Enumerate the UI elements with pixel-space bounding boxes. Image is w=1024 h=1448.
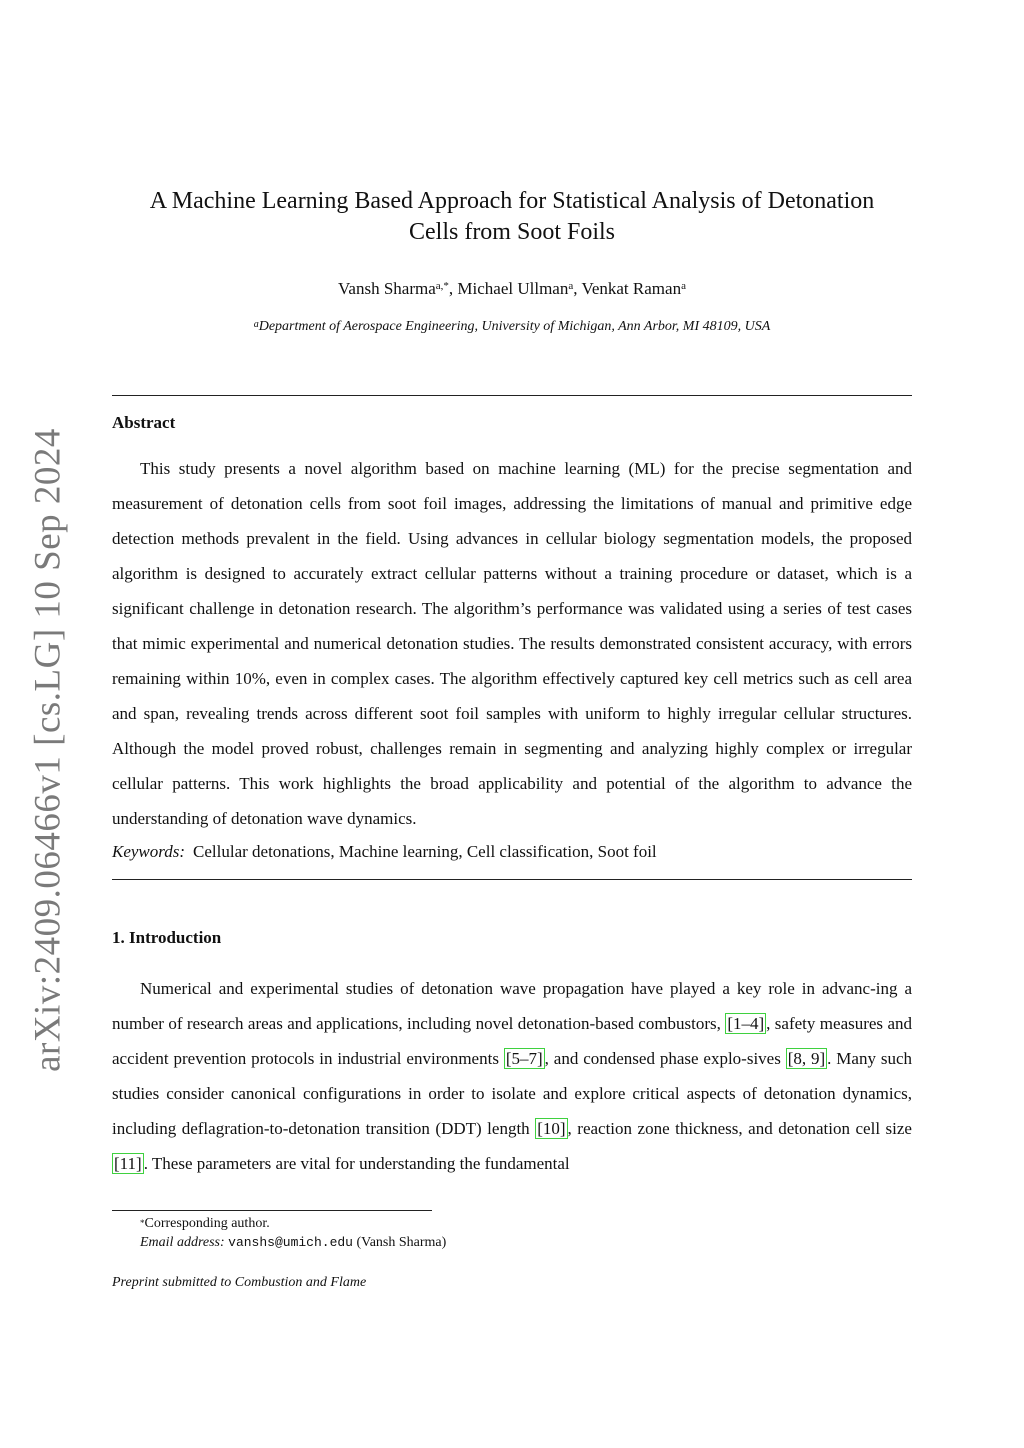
abstract-top-divider [112,395,912,396]
keywords [112,841,912,863]
intro-text-segment: . Many such studies consider canonical configurations in order to isolate and explore critical aspects of detonation dynamics, including deflagration-to-detonation transition (DDT) length [112,1049,912,1138]
email-footnote [140,1234,446,1252]
corresponding-author-footnote [140,1215,270,1233]
author-list: Vansh Sharma$^{a,*}$, Michael Ullman$^a$, Venkat Raman$^a$ [338,279,686,298]
intro-text-segment: Numerical and experimental studies of detonation wave propagation have played a key role in advanc-ing a number of research areas and applications, including novel detonation-based combustors, [112,979,912,1033]
title-line-1: A Machine Learning Based Approach for Statistical Analysis of Detonation [149,188,875,214]
paper-title [112,186,912,248]
author-name: Michael Ullman [457,279,569,298]
abstract-bottom-divider [112,879,912,880]
intro-text-segment: , and condensed phase explo-sives [544,1049,786,1068]
citation-link[interactable]: [8, 9] [787,1049,826,1068]
citation-link[interactable]: [11] [114,1154,142,1173]
keywords-list: Cellular detonations, Machine learning, Cell classification, Soot foil [193,842,657,861]
author-name: Venkat Raman [581,279,682,298]
author-name: Vansh Sharma [338,279,436,298]
affiliation-mark: a [253,319,259,330]
title-line-2: Cells from Soot Foils [408,219,616,245]
arxiv-identifier-stamp: arXiv:2409.06466v1 [cs.LG] 10 Sep 2024 [27,428,69,1072]
abstract-heading: Abstract [112,413,176,432]
author-affiliation-mark: a [568,280,574,292]
intro-text-segment: , safety measures and accident prevention protocols in industrial environments [112,1014,912,1068]
intro-text-segment: . These parameters are vital for understanding the fundamental [143,1154,570,1173]
email-owner: (Vansh Sharma) [356,1235,447,1250]
citation-link[interactable]: [5–7] [505,1049,543,1068]
citation-link[interactable]: [1–4] [727,1014,765,1033]
preprint-note: Preprint submitted to Combustion and Flame [112,1275,367,1290]
footnote-divider [112,1210,432,1211]
author-affiliation-mark: a,* [435,280,449,292]
intro-text-segment: , reaction zone thickness, and detonation cell size [567,1119,912,1138]
introduction-heading: 1. Introduction [112,928,222,947]
abstract-text: This study presents a novel algorithm based on machine learning (ML) for the precise segmentation and measurement of detonation cells from soot foil images, addressing the limitations of manual and primitive edge detection methods prevalent in the field. Using advances in cellular biology segmentation models, the proposed algorithm is designed to accurately extract cellular patterns without a training procedure or dataset, which is a significant challenge in detonation research. The algorithm’s performance was validated using a series of test cases that mimic experimental and numerical detonation studies. The results demonstrated consistent accuracy, with errors remaining within 10%, even in complex cases. The algorithm effectively captured key cell metrics such as cell area and span, revealing trends across different soot foil samples with uniform to highly irregular cellular structures. Although the model proved robust, challenges remain in segmenting and analyzing highly complex or irregular cellular patterns. This work highlights the broad applicability and potential of the algorithm to advance the understanding of detonation wave dynamics. [112,459,912,828]
affiliation-text: Department of Aerospace Engineering, University of Michigan, Ann Arbor, MI 48109, USA [258,319,771,334]
introduction-paragraph [112,971,912,1181]
corresponding-author-text: Corresponding author. [144,1216,270,1231]
email-address-link[interactable]: vanshs@umich.edu [228,1235,353,1250]
footnote-marker: * [140,1218,145,1228]
keywords-label: Keywords: [112,842,186,861]
citation-link[interactable]: [10] [537,1119,566,1138]
author-affiliation-mark: a [681,280,686,292]
affiliation [112,318,912,336]
email-label: Email address: [140,1235,225,1250]
